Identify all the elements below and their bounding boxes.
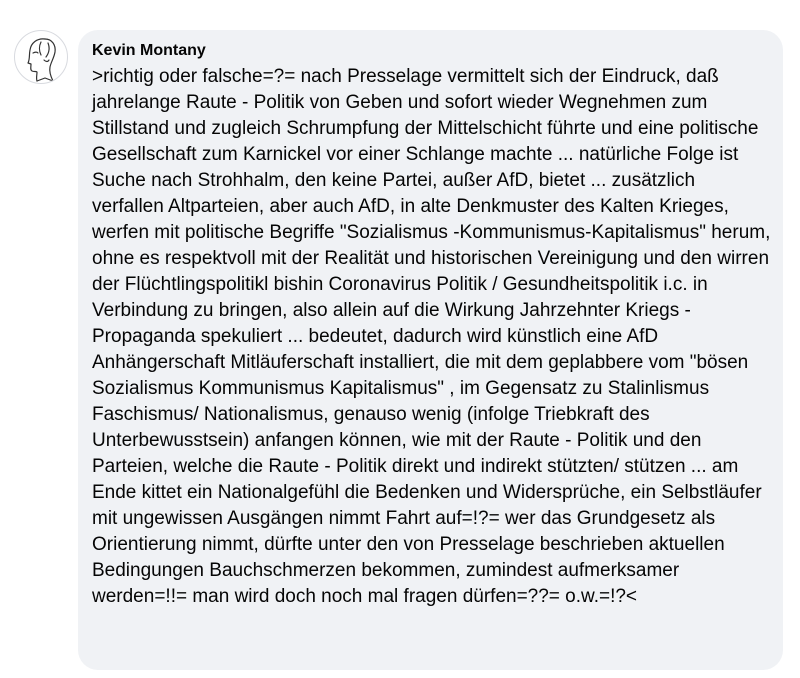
comment-bubble: [78, 30, 783, 670]
profile-sketch-icon: [15, 31, 68, 84]
avatar[interactable]: [14, 30, 68, 84]
comment-author-name[interactable]: Kevin Montany: [92, 42, 206, 59]
comment-text: >richtig oder falsche=?= nach Presselage vermittelt sich der Eindruck, daß jahrelange Raute - Politik von Geben und sofort wieder Wegnehmen zum Stillstand und zugleich Schrumpfung der Mittelschicht führte und eine politische Gesellschaft zum Karnickel vor einer Schlange machte ... natürliche Folge ist Suche nach Strohhalm, den keine Partei, außer AfD, bietet ... zusätzlich verfallen Altparteien, aber auch AfD, in alte Denkmuster des Kalten Krieges, werfen mit politische Begriffe "Sozialismus -Kommunismus-Kapitalismus" herum, ohne es respektvoll mit der Realität und historischen Vereinigung und den wirren der Flüchtlingspolitikl bishin Coronavirus Politik / Gesundheitspolitik i.c. in Verbindung zu bringen, also allein auf die Wirkung Jahrzehnter Kriegs - Propaganda spekuliert ... bedeutet, dadurch wird künstlich eine AfD Anhängerschaft Mitläuferschaft installiert, die mit dem geplabbere vom "bösen Sozialismus Kommunismus Kapitalismus" , im Gegensatz zu Stalinlismus Faschismus/ Nationalismus, genauso wenig (infolge Triebkraft des Unterbewusstsein) anfangen können, wie mit der Raute - Politik und den Parteien, welche die Raute - Politik direkt und indirekt stützten/ stützen ... am Ende kittet ein Nationalgefühl die Bedenken und Widersprüche, ein Selbstläufer mit ungewissen Ausgängen nimmt Fahrt auf=!?= wer das Grundgesetz als Orientierung nimmt, dürfte unter den von Presselage beschrieben aktuellen Bedingungen Bauchschmerzen bekommen, zumindest aufmerksamer werden=!!= man wird doch noch mal fragen dürfen=??= o.w.=!?<: [92, 66, 771, 607]
